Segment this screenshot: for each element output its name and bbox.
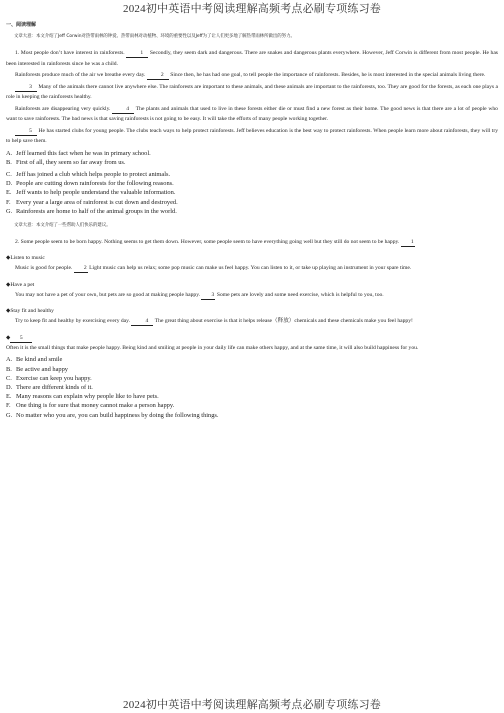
passage2-s4-text: Often it is the small things that make people happy. Being kind and smiling at people in your daily life can make others happy, and at the same time, it will also build happiness for you.: [6, 344, 419, 351]
passage2-options: [6, 355, 498, 419]
option-item[interactable]: [6, 383, 498, 392]
option-text: Jeff wants to help people understand the valuable information.: [16, 189, 176, 197]
blank-5[interactable]: 5: [10, 335, 32, 343]
option-item[interactable]: [6, 149, 498, 158]
blank-5[interactable]: 5: [15, 128, 37, 136]
page-header-title: 2024初中英语中考阅读理解高频考点必刷专项练习卷: [123, 3, 381, 15]
blank-1[interactable]: 1: [401, 239, 415, 247]
option-letter: F.: [6, 198, 11, 206]
passage2-section-1: [6, 263, 498, 274]
option-letter: D.: [6, 384, 13, 392]
document-content: [6, 22, 498, 426]
option-item[interactable]: [6, 207, 498, 216]
blank-2[interactable]: 2: [147, 72, 169, 80]
passage2-intro: [6, 237, 498, 248]
passage1-p3-text-end: Many of the animals there cannot live anywhere else. The rainforests are important to these animals, and these animals are important to the rainforests, too. They are good for the forests, as each one plays a role in keeping the rainforests healthy.: [6, 83, 498, 100]
option-text: There are different kinds of it.: [16, 384, 93, 392]
passage2-s2-text-start: You may not have a pet of your own, but pets are so good at making people happy.: [15, 291, 201, 298]
option-text: Rainforests are home to half of the animal groups in the world.: [16, 207, 177, 215]
diamond-bullet-icon: ◆: [6, 308, 11, 315]
option-text: Be kind and smile: [16, 356, 63, 364]
option-text: First of all, they seem so far away from us.: [16, 158, 126, 166]
option-letter: E.: [6, 189, 12, 197]
option-item[interactable]: [6, 188, 498, 197]
passage1-p5-text-end: He has started clubs for young people. The clubs teach ways to help protect rainforests. Jeff believes education is the best way to protect rainforests. When people learn more about rainforests, they will try to help save them.: [6, 127, 498, 144]
passage2-section-3: [6, 316, 498, 327]
option-item[interactable]: [6, 401, 498, 410]
diamond-bullet-icon: ◆: [6, 334, 11, 341]
option-text: No matter who you are, you can build happiness by doing the following things.: [16, 411, 219, 419]
passage1-paragraph-4: [6, 104, 498, 125]
subheading-stay-fit: [6, 306, 498, 316]
blank-3[interactable]: 3: [201, 292, 215, 300]
passage1-p1-text-end: Secondly, they seem dark and dangerous. There are snakes and dangerous plants everywhere. However, Jeff Corwin is different from most people. He has been interested in rainforests since he was a child.: [6, 50, 498, 67]
blank-3[interactable]: 3: [15, 84, 37, 92]
option-letter: D.: [6, 180, 13, 188]
option-letter: C.: [6, 374, 12, 382]
option-item[interactable]: [6, 158, 498, 167]
passage2-s2-text-end: Some pets are lovely and some need exercise, which is helpful to you, too.: [216, 291, 384, 298]
passage1-p4-text-start: Rainforests are disappearing very quickly.: [15, 105, 111, 112]
subheading-text: Listen to music: [10, 255, 45, 262]
option-text: Jeff learned this fact when he was in primary school.: [16, 149, 151, 157]
passage1-options: [6, 149, 498, 216]
option-letter: F.: [6, 402, 11, 410]
blank-4[interactable]: 4: [112, 106, 134, 114]
option-text: Be active and happy: [16, 365, 68, 373]
option-text: One thing is for sure that money cannot make a person happy.: [16, 402, 175, 410]
option-item[interactable]: [6, 170, 498, 179]
page-footer-title: 2024初中英语中考阅读理解高频考点必刷专项练习卷: [123, 699, 381, 711]
subheading-listen-to-music: [6, 253, 498, 263]
option-item[interactable]: [6, 411, 498, 420]
passage1-paragraph-3: [6, 82, 498, 103]
passage2-section-4: [6, 343, 498, 354]
option-item[interactable]: [6, 198, 498, 207]
passage1-paragraph-1: [6, 48, 498, 69]
subheading-text: Stay fit and healthy: [10, 308, 54, 315]
subheading-blank-5: [6, 333, 498, 343]
passage1-paragraph-2: [6, 70, 498, 81]
option-item[interactable]: [6, 365, 498, 374]
passage2-s1-text-end: Light music can help us relax; some pop music can make us feel happy. You can listen to it, or take up playing an instrument in your spare time.: [89, 265, 412, 272]
passage2-s3-text-start: Try to keep fit and healthy by exercising every day.: [15, 318, 131, 325]
option-text: People are cutting down rainforests for the following reasons.: [16, 180, 174, 188]
option-letter: E.: [6, 393, 12, 401]
passage1-p4-text-end: The plants and animals that used to live in these forests either die or must find a new forest as their home. The good news is that there are a lot of people who want to save rainforests. The bad news is that saving rainforests is not going to be easy. It will take the efforts of many people working together.: [6, 105, 498, 122]
passage1-p2-text-end: Since then, he has had one goal, to tell people the importance of rainforests. Besides, he is most interested in the special animals living there.: [170, 72, 486, 78]
passage2-summary: 文章大意：本文介绍了一些帮助人们快乐的建议。: [14, 222, 111, 228]
option-text: Many reasons can explain why people like to have pets.: [16, 393, 159, 401]
option-item[interactable]: [6, 179, 498, 188]
blank-1[interactable]: 1: [126, 50, 148, 58]
subheading-have-a-pet: [6, 280, 498, 290]
option-letter: A.: [6, 356, 13, 364]
option-letter: G.: [6, 411, 13, 419]
blank-4[interactable]: 4: [131, 318, 153, 326]
section-title: 一、阅读理解: [6, 22, 37, 28]
blank-2[interactable]: 2: [74, 265, 88, 273]
passage1-paragraph-5: [6, 126, 498, 147]
option-item[interactable]: [6, 355, 498, 364]
passage1-p1-text-start: 1. Most people don’t have interest in rainforests.: [15, 50, 125, 56]
diamond-bullet-icon: ◆: [6, 281, 11, 288]
option-letter: B.: [6, 158, 12, 166]
subheading-text: Have a pet: [10, 281, 35, 288]
option-letter: B.: [6, 365, 12, 373]
passage1-summary: 文章大意：本文介绍了Jeff Corwin对热带雨林的钟爱、热带雨林对动植物、环境的重要性以及Jeff为了让人们更多地了解热带雨林所做出的努力。: [14, 34, 295, 39]
passage2-intro-text: 2. Some people seem to be born happy. Nothing seems to get them down. However, some people seem to have everything going well but they still do not seem to be happy.: [15, 238, 400, 245]
passage1-p2-text-start: Rainforests produce much of the air we breathe every day.: [15, 72, 146, 78]
option-letter: C.: [6, 170, 12, 178]
passage2-s3-text-end: The great thing about exercise is that it helps release（释放）chemicals and these chemicals make you feel happy!: [154, 318, 413, 325]
option-item[interactable]: [6, 374, 498, 383]
option-text: Every year a large area of rainforest is cut down and destroyed.: [16, 198, 178, 206]
passage2-s1-text-start: Music is good for people.: [15, 265, 73, 272]
option-item[interactable]: [6, 392, 498, 401]
option-letter: A.: [6, 149, 13, 157]
diamond-bullet-icon: ◆: [6, 255, 11, 262]
option-text: Jeff has joined a club which helps people to protect animals.: [16, 170, 171, 178]
passage2-section-2: [6, 290, 498, 301]
option-letter: G.: [6, 207, 13, 215]
option-text: Exercise can keep you happy.: [16, 374, 92, 382]
